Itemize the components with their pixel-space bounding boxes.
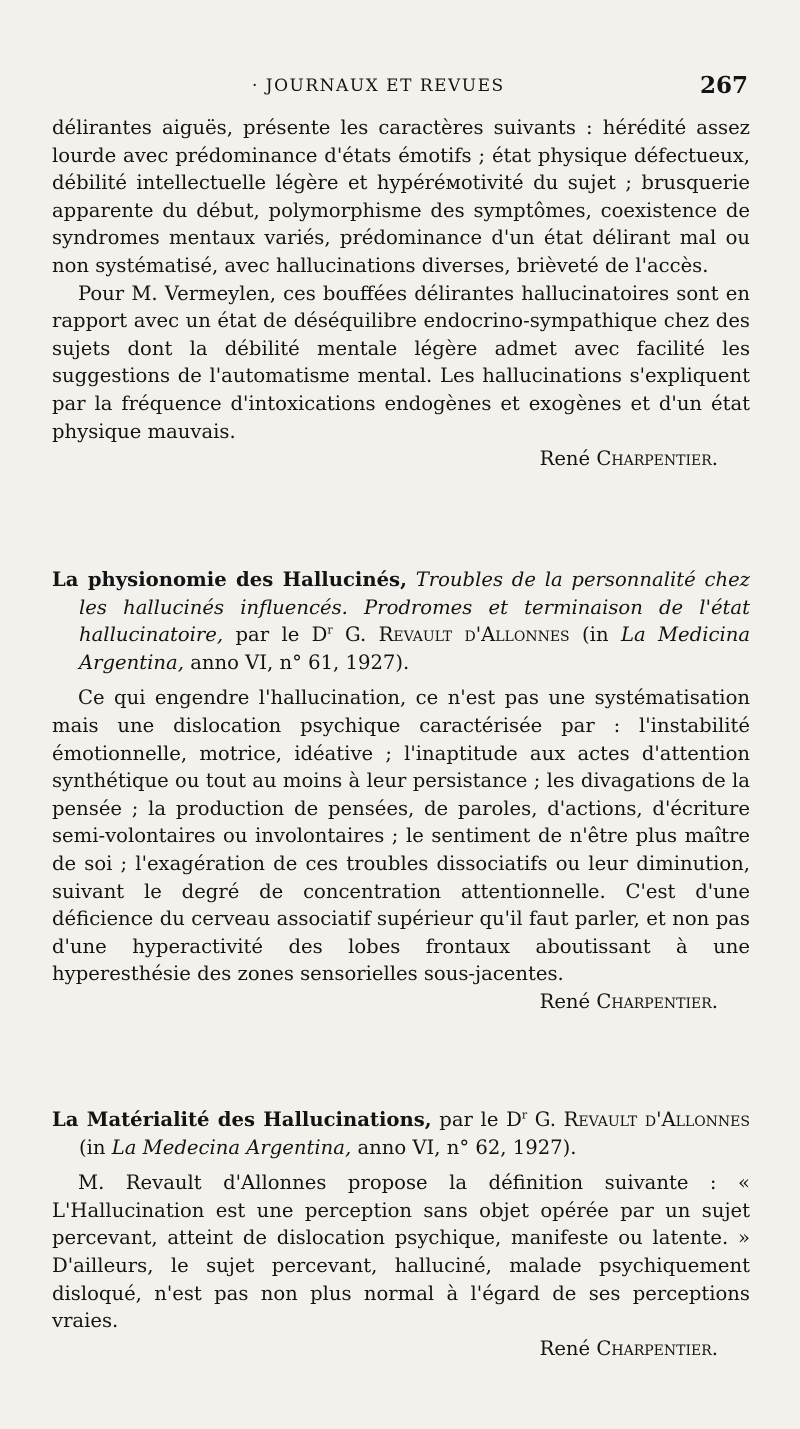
article-1-signature: [52, 445, 750, 473]
running-title: · JOURNAUX ET REVUES: [252, 76, 505, 96]
article-2-title-bold: La physionomie des Hallucinés,: [52, 568, 407, 591]
article-2-by: par le $D^r$: [235, 623, 333, 647]
article-2-title: [52, 566, 750, 676]
page-number: 267: [699, 72, 748, 99]
article-3-author: G. Revault d'Allonnes: [534, 1108, 750, 1131]
signature-first-name: René: [539, 447, 591, 471]
article-3-signature: [52, 1335, 750, 1363]
article-3-source-rest: anno VI, n° 62, 1927).: [357, 1135, 577, 1159]
signature-last-name: Charpentier.: [596, 447, 718, 471]
article-2-signature: [52, 988, 750, 1016]
article-1: [52, 114, 750, 473]
signature-last-name: Charpentier.: [596, 1336, 718, 1360]
article-3-source-open: (in: [79, 1135, 106, 1159]
signature-last-name: Charpentier.: [596, 989, 718, 1013]
article-2-title-italic: Troubles de la personnalité chez les hallucinés influencés. Prodromes et terminaison de l'état hallucinatoire,: [79, 568, 750, 647]
article-3-title-bold: La Matérialité des Hallucinations,: [52, 1108, 432, 1131]
article-3-source-journal: La Medecina Argentina,: [111, 1135, 352, 1159]
article-2: [52, 566, 750, 1016]
article-2-author: G. Revault d'Allonnes: [345, 623, 570, 647]
article-2-source-open: (in: [582, 623, 609, 647]
article-3-title: [52, 1106, 750, 1161]
article-2-source-journal: La Medicina Argentina,: [79, 623, 751, 674]
page-header: [52, 72, 748, 102]
signature-first-name: René: [539, 1336, 591, 1360]
article-2-body: Ce qui engendre l'hallucination, ce n'est pas une systématisation mais une dislocation psychique caractérisée par : l'instabilité émotionnelle, motrice, idéative ; l'inaptitude aux actes d'attention synthétique ou tout au moins à leur persistance ; les divagations de la pensée ; la production de pensées, de paroles, d'actions, d'écriture semi-volontaires ou involontaires ; le sentiment de n'être plus maître de soi ; l'exagération de ces troubles dissociatifs ou leur diminution, suivant le degré de concentration attentionnelle. C'est d'une déficience du cerveau associatif supérieur qu'il faut parler, et non pas d'une hyperactivité des lobes frontaux aboutissant à une hyperesthésie des zones sensorielles sous-jacentes.: [52, 686, 750, 986]
article-3: [52, 1106, 750, 1362]
article-1-paragraph-2: Pour M. Vermeylen, ces bouffées délirantes hallucinatoires sont en rapport avec un état de déséquilibre endocrino-sympathique chez des sujets dont la débilité mentale légère admet avec facilité les suggestions de l'automatisme mental. Les hallucinations s'expliquent par la fréquence d'intoxications endogènes et exogènes et d'un état physique mauvais.: [52, 281, 750, 443]
article-3-by: par le $D^r$: [439, 1108, 528, 1131]
article-2-source-rest: anno VI, n° 61, 1927).: [190, 650, 410, 674]
article-1-paragraph-1: délirantes aiguës, présente les caractères suivants : hérédité assez lourde avec prédominance d'états émotifs ; état physique défectueux, débilité intellectuelle légère et hypéréмotivité du sujet ; brusquerie apparente du début, polymorphisme des symptômes, coexistence de syndromes mentaux variés, prédominance d'un état délirant mal ou non systématisé, avec hallucinations diverses, brièveté de l'accès.: [52, 116, 750, 277]
article-3-body: M. Revault d'Allonnes propose la définition suivante : « L'Hallucination est une perception sans objet opérée par un sujet percevant, atteint de dislocation psychique, manifeste ou latente. » D'ailleurs, le sujet percevant, halluciné, malade psychiquement disloqué, n'est pas non plus normal à l'égard de ses perceptions vraies.: [52, 1171, 750, 1333]
signature-first-name: René: [539, 989, 591, 1013]
